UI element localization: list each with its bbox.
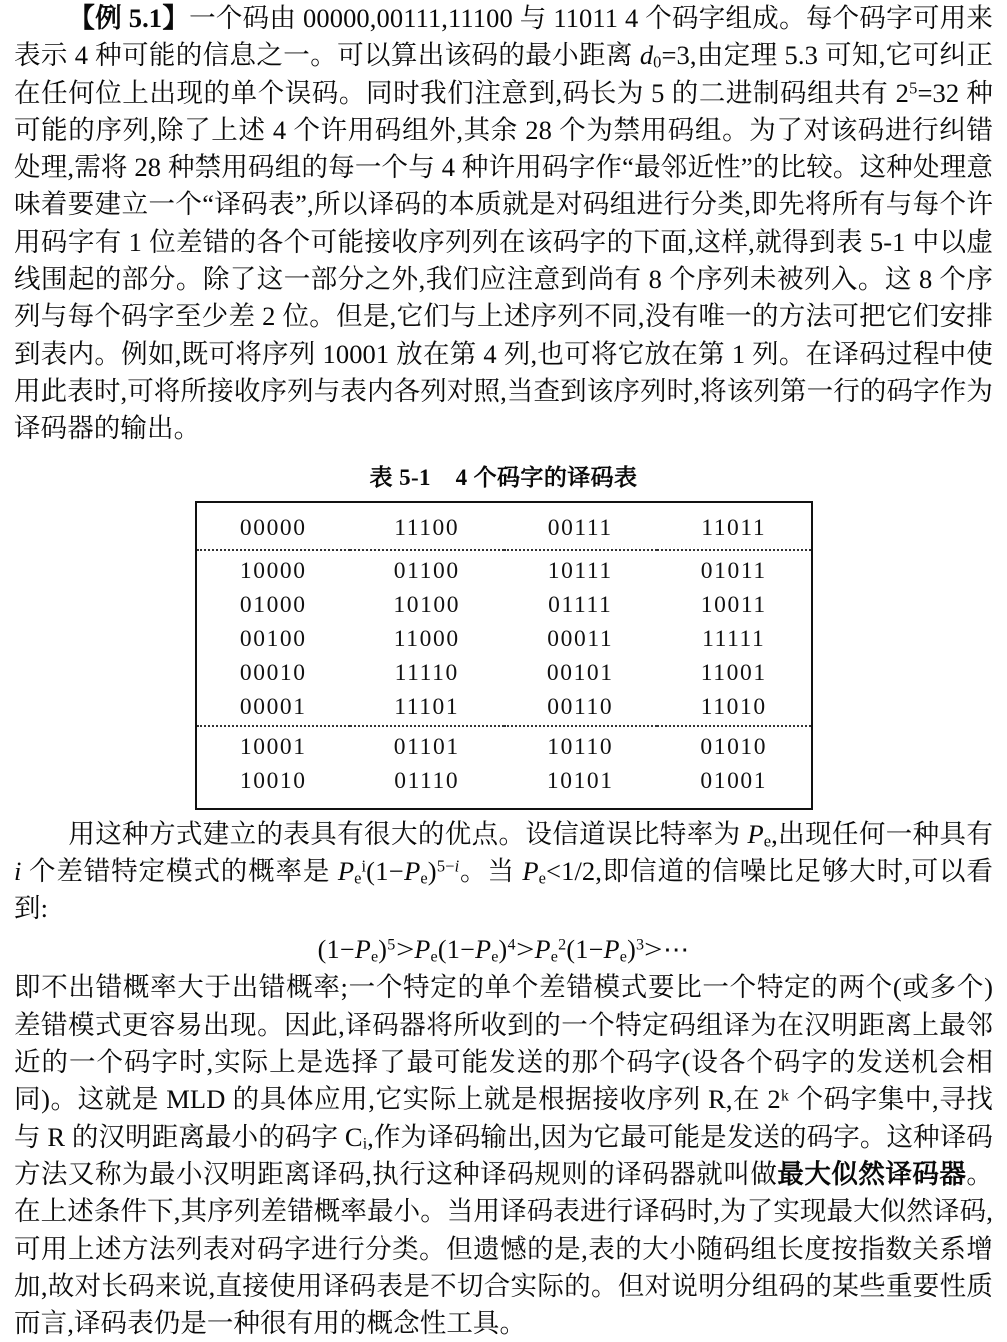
symbol-pe-subscript: e <box>763 831 772 851</box>
table-row <box>197 657 811 691</box>
symbol-i: i <box>14 855 22 886</box>
formula-close-3: ) <box>627 935 637 965</box>
table-row <box>197 589 811 623</box>
symbol-pe2-subscript: e <box>538 868 547 888</box>
table-row <box>197 550 811 589</box>
table-cell: 00110 <box>504 691 658 726</box>
table-cell: 11000 <box>393 626 460 653</box>
formula-exp-3: 3 <box>636 937 645 955</box>
table-cell: 11010 <box>657 691 811 726</box>
table-cell: 10110 <box>547 734 614 761</box>
table-caption-label: 表 5-1 <box>369 464 431 490</box>
table-row <box>197 726 811 765</box>
formula-e-2: e <box>430 948 438 966</box>
table-cell: 00011 <box>547 626 614 653</box>
table-row <box>197 691 811 726</box>
inline-exponent-5-minus-i: 5−i <box>436 856 460 876</box>
paragraph-mld <box>0 969 1007 1342</box>
paragraph-3-text: 即不出错概率大于出错概率;一个特定的单个差错模式要比一个特定的两个(或多个)差错模式更容易出现。因此,译码器将所收到的一个特定码组译为在汉明距离上最邻近的一个码字时,实际上是选择了最可能发送的那个码字(设各个码字的发送机会相同)。这就是 MLD 的具体应用,它实际上就是根据接收序列 R,在 2ᵏ 个码字集中,寻找与 R 的汉明距离最小的码字 Cᵢ,作为译码输出,因为它最可能是发送的码字。这种译码方法又称为最小汉明距离译码,执行这种译码规则的译码器就叫做 <box>14 972 993 1189</box>
paragraph-1-text-part-3: =32 种可能的序列,除了上述 4 个许用码组外,其余 28 个为禁用码组。为了对该码进行纠错处理,需将 28 种禁用码组的每一个与 4 种许用码字作“最邻近性”的比较。这种处理意味着要建立一个“译码表”,所以译码的本质就是对码组进行分类,即先将所有与每个许用码字有 1 位差错的各个可能接收序列列在该码字的下面,这样,就得到表 5-1 中以虚线围起的部分。除了这一部分之外,我们应注意到尚有 8 个序列未被列入。这 8 个序列与每个码字至少差 2 位。但是,它们与上述序列不同,没有唯一的方法可把它们安排到表内。例如,既可将序列 10001 放在第 4 列,也可将它放在第 1 列。在译码过程中使用此表时,可将所接收序列与表内各列对照,当查到该序列时,将该列第一行的码字作为译码器的输出。 <box>14 77 993 444</box>
table-cell: 00100 <box>239 626 307 653</box>
table-cell: 01111 <box>548 592 613 619</box>
inline-pe-base: P <box>337 855 355 886</box>
table-cell: 00001 <box>197 691 351 726</box>
formula-ellipsis: ⋯ <box>663 935 690 965</box>
table-cell: 01101 <box>393 734 460 761</box>
paragraph-2-text-part-3: 个差错特定模式的概率是 <box>21 855 338 886</box>
paragraph-advantages <box>0 816 1007 928</box>
inline-exp-i: i <box>454 856 460 876</box>
paragraph-1-text-part-2: =3,由定理 5.3 可知,它可纠正在任何位上出现的单个误码。同时我们注意到,码长为 5 的二进制码组共有 <box>14 40 993 108</box>
table-row <box>197 623 811 657</box>
formula-P-3: P <box>475 935 492 965</box>
table-row <box>197 503 811 550</box>
table-cell: 01000 <box>239 592 307 619</box>
decoding-table-body <box>197 503 811 808</box>
term-maximum-likelihood-decoder: 最大似然译码器 <box>777 1158 967 1189</box>
symbol-d0-subscript: 0 <box>653 52 662 72</box>
formula-exp-4: 4 <box>507 937 516 955</box>
symbol-pe2-base: P <box>522 855 539 886</box>
table-cell: 01110 <box>394 768 460 795</box>
table-cell: 00101 <box>546 660 614 687</box>
table-cell: 10011 <box>700 592 767 619</box>
table-cell: 00010 <box>239 660 307 687</box>
inline-pe-subscript: e <box>354 868 362 888</box>
table-cell: 01011 <box>700 558 767 585</box>
table-row <box>197 765 811 808</box>
table-cell: 00000 <box>197 503 351 550</box>
formula-e-3: e <box>491 948 499 966</box>
paragraph-example-5-1 <box>0 0 1007 448</box>
table-cell: 10111 <box>547 558 613 585</box>
formula-gt-1: > <box>395 935 415 965</box>
formula-gt-2: > <box>515 935 535 965</box>
paragraph-3-tail: 。在上述条件下,其序列差错概率最小。当用译码表进行译码时,为了实现最大似然译码,可用上述方法列表对码字进行分类。但遗憾的是,表的大小随码组长度按指数关系增加,故对长码来说,直接使用译码表是不切合实际的。但对说明分组码的某些重要性质而言,译码表仍是一种很有用的概念性工具。 <box>14 1158 994 1339</box>
paragraph-2-text-part-5: <1/2,即信道的信噪比足够大时,可以看到: <box>14 855 993 924</box>
table-cell: 10001 <box>239 734 307 761</box>
table-cell: 11001 <box>700 660 767 687</box>
table-cell: 11011 <box>657 503 811 550</box>
inline-close-paren: ) <box>427 855 437 886</box>
table-cell: 10010 <box>239 768 307 795</box>
table-cell: 00111 <box>504 503 658 550</box>
formula-open-3: (1− <box>566 935 604 965</box>
table-caption <box>0 459 1007 492</box>
formula-exp-2: 2 <box>558 937 567 955</box>
paragraph-2-text-part-1: 用这种方式建立的表具有很大的优点。设信道误比特率为 <box>68 818 748 849</box>
table-cell: 01010 <box>700 734 768 761</box>
table-cell: 10100 <box>393 592 461 619</box>
table-cell: 11111 <box>702 626 766 653</box>
power-two-base: 2 <box>895 77 910 108</box>
display-formula <box>0 935 1007 965</box>
formula-open-1: (1− <box>317 935 355 965</box>
formula-P-2: P <box>414 935 431 965</box>
table-caption-title: 4 个码字的译码表 <box>455 464 638 490</box>
formula-gt-3: > <box>644 935 664 965</box>
formula-e-1: e <box>370 948 379 966</box>
formula-P-5: P <box>603 935 620 965</box>
paragraph-1-text-part-1: 一个码由 00000,00111,11100 与 11011 4 个码字组成。每个码字可用来表示 4 种可能的信息之一。可以算出该码的最小距离 <box>14 3 994 71</box>
power-two-exponent: 5 <box>909 78 918 98</box>
inline-formula-pe-power <box>338 856 459 886</box>
table-cell: 11100 <box>350 503 504 550</box>
table-cell: 11101 <box>350 691 504 726</box>
formula-open-2: (1− <box>437 935 476 965</box>
inline-pe2-subscript: e <box>420 868 428 888</box>
formula-close-2: ) <box>498 935 508 965</box>
table-cell: 10101 <box>546 768 614 795</box>
formula-P-4: P <box>534 935 551 965</box>
formula-close-1: ) <box>378 935 388 965</box>
inline-pe2-base: P <box>404 855 421 886</box>
formula-e-4: e <box>550 948 559 966</box>
decoding-table <box>197 503 811 808</box>
decoding-table-container <box>195 501 813 810</box>
symbol-pe-base: P <box>747 818 764 849</box>
inline-open-paren: (1− <box>366 855 405 886</box>
paragraph-2-text-part-4: 。当 <box>459 855 523 886</box>
symbol-d0-base: d <box>639 40 654 71</box>
table-cell: 11110 <box>394 660 459 687</box>
formula-e-5: e <box>619 948 628 966</box>
paragraph-2-text-part-2: ,出现任何一种具有 <box>771 818 993 849</box>
table-cell: 01100 <box>393 558 460 585</box>
table-cell: 10000 <box>239 558 307 585</box>
table-cell: 01001 <box>700 768 768 795</box>
formula-P-1: P <box>354 935 371 965</box>
inline-pe-superscript: i <box>361 856 367 876</box>
formula-exp-5: 5 <box>387 937 396 955</box>
example-label: 【例 5.1】 <box>68 3 190 33</box>
